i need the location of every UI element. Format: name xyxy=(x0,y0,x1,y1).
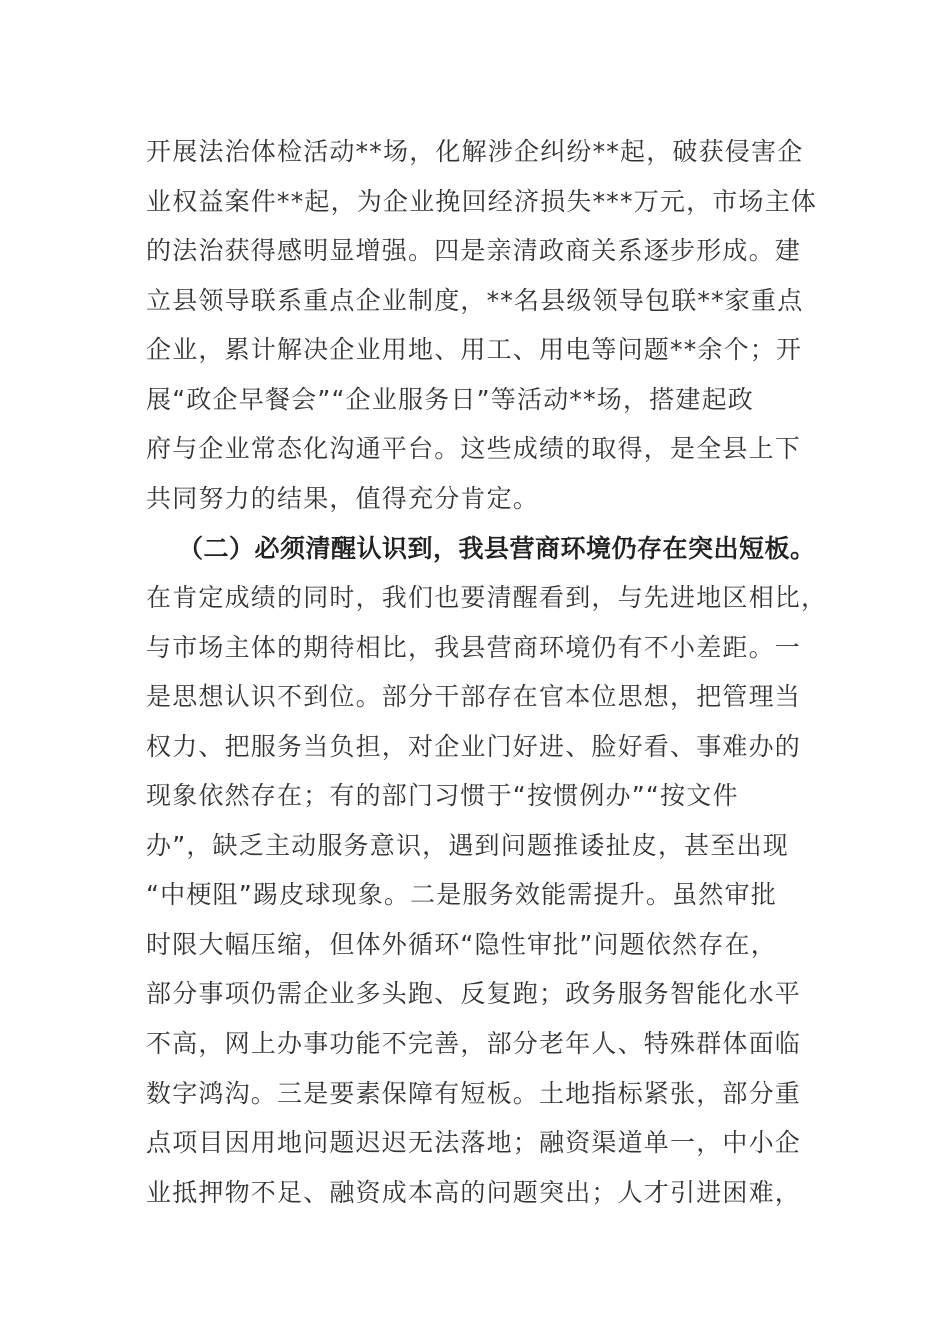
paragraph-line: 业权益案件**起，为企业挽回经济损失***万元，市场主体 xyxy=(146,187,818,216)
paragraph-line: 共同努力的结果，值得充分肯定。 xyxy=(146,484,540,513)
paragraph-line: 的法治获得感明显增强。四是亲清政商关系逐步形成。建 xyxy=(146,236,802,265)
paragraph-line: 业抵押物不足、融资成本高的问题突出；人才引进困难， xyxy=(146,1178,802,1207)
section-heading: （二）必须清醒认识到，我县营商环境仍存在突出短板。 xyxy=(178,534,816,563)
paragraph-line: 开展法治体检活动**场，化解涉企纠纷**起，破获侵害企 xyxy=(146,137,804,166)
paragraph-line: 企业，累计解决企业用地、用工、用电等问题**余个；开 xyxy=(146,335,803,364)
paragraph-line: “中梗阻”踢皮球现象。二是服务效能需提升。虽然审批 xyxy=(146,880,777,909)
paragraph-line: 府与企业常态化沟通平台。这些成绩的取得，是全县上下 xyxy=(146,434,802,463)
paragraph-line: 办”，缺乏主动服务意识，遇到问题推诿扯皮，甚至出现 xyxy=(146,831,789,860)
paragraph-line: 现象依然存在；有的部门习惯于“按惯例办”“按文件 xyxy=(146,781,739,810)
paragraph-line: 时限大幅压缩，但体外循环“隐性审批”问题依然存在， xyxy=(146,930,777,959)
paragraph-line: 是思想认识不到位。部分干部存在官本位思想，把管理当 xyxy=(146,682,802,711)
paragraph-line: 数字鸿沟。三是要素保障有短板。土地指标紧张，部分重 xyxy=(146,1079,802,1108)
paragraph-line: 与市场主体的期待相比，我县营商环境仍有不小差距。一 xyxy=(146,633,802,662)
paragraph-line: 权力、把服务当负担，对企业门好进、脸好看、事难办的 xyxy=(146,732,802,761)
paragraph-line: 点项目因用地问题迟迟无法落地；融资渠道单一，中小企 xyxy=(146,1128,802,1157)
paragraph-line: 立县领导联系重点企业制度，**名县级领导包联**家重点 xyxy=(146,286,804,315)
paragraph-line: 展“政企早餐会”“企业服务日”等活动**场，搭建起政 xyxy=(146,385,755,414)
paragraph-line: 部分事项仍需企业多头跑、反复跑；政务服务智能化水平 xyxy=(146,979,802,1008)
paragraph-line: 在肯定成绩的同时，我们也要清醒看到，与先进地区相比， xyxy=(146,583,828,612)
paragraph-line: 不高，网上办事功能不完善，部分老年人、特殊群体面临 xyxy=(146,1029,802,1058)
